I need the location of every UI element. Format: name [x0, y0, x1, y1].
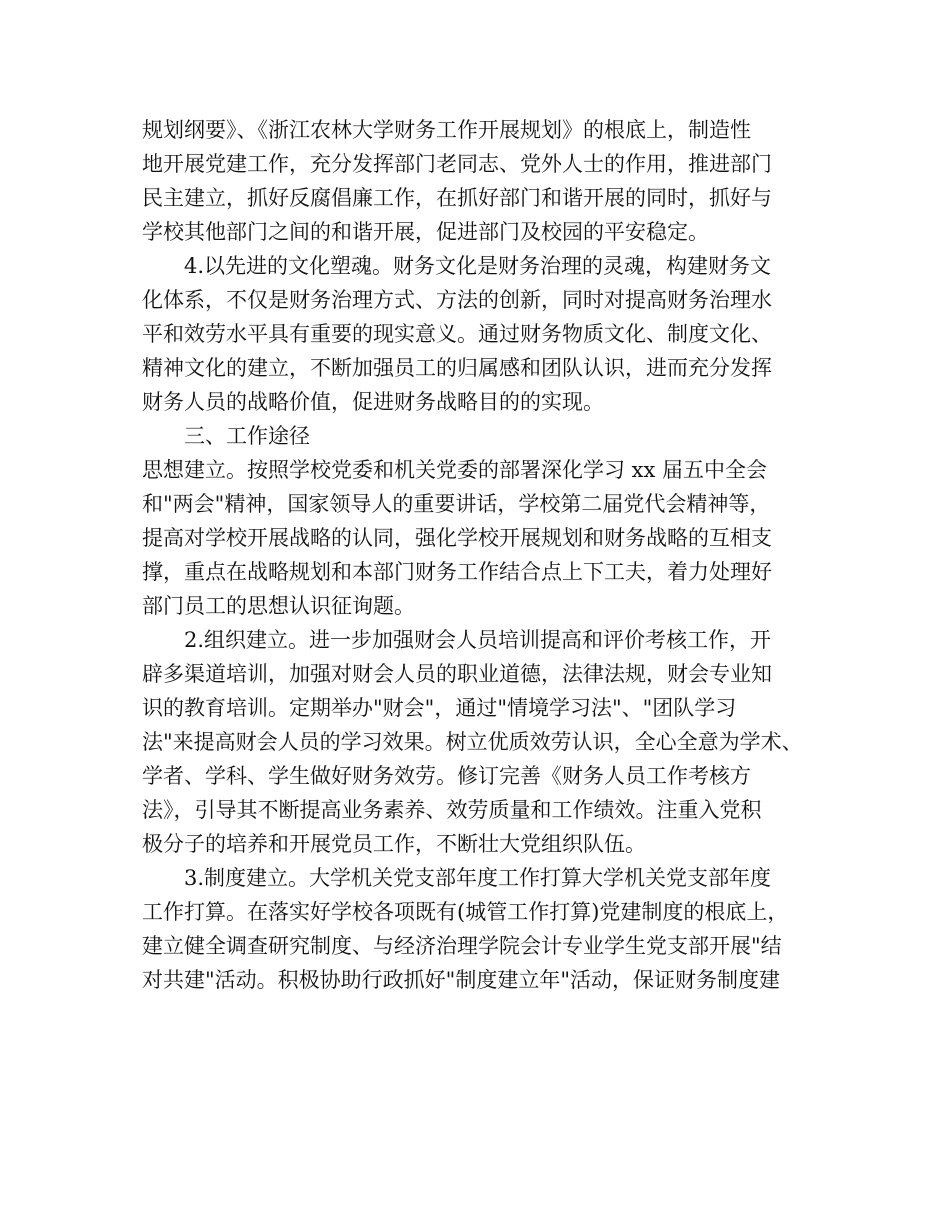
text-line: 部门员工的思想认识征询题。 — [142, 594, 415, 618]
text-line: 识的教育培训。定期举办"财会"，通过"情境学习法"、"团队学习 — [142, 696, 737, 720]
text-line: 化体系，不仅是财务治理方式、方法的创新，同时对提高财务治理水 — [142, 288, 772, 312]
text-line: 极分子的培养和开展党员工作，不断壮大党组织队伍。 — [142, 832, 646, 856]
section-heading: 三、工作途径 — [184, 424, 310, 448]
text-line: 精神文化的建立，不断加强员工的归属感和团队认识，进而充分发挥 — [142, 356, 772, 380]
text-line: 对共建"活动。积极协助行政抓好"制度建立年"活动，保证财务制度建 — [142, 968, 780, 992]
text-line: 提高对学校开展战略的认同，强化学校开展规划和财务战略的互相支 — [142, 526, 772, 550]
text-line: 法》，引导其不断提高业务素养、效劳质量和工作绩效。注重入党积 — [142, 798, 762, 822]
text-line: 平和效劳水平具有重要的现实意义。通过财务物质文化、制度文化、 — [142, 322, 772, 346]
paragraph-heading: 2.组织建立。进一步加强财会人员培训提高和评价考核工作，开 — [184, 628, 772, 652]
text-line: 学者、学科、学生做好财务效劳。修订完善《财务人员工作考核方 — [142, 764, 751, 788]
paragraph-heading: 4.以先进的文化塑魂。财务文化是财务治理的灵魂，构建财务文 — [184, 254, 772, 278]
text-line: 辟多渠道培训，加强对财会人员的职业道德，法律法规，财会专业知 — [142, 662, 772, 686]
text-line: 和"两会"精神，国家领导人的重要讲话，学校第二届党代会精神等， — [142, 492, 771, 516]
paragraph-heading: 3.制度建立。大学机关党支部年度工作打算大学机关党支部年度 — [184, 866, 772, 890]
text-line: 工作打算。在落实好学校各项既有(城管工作打算)党建制度的根底上， — [142, 900, 789, 924]
text-line: 建立健全调查研究制度、与经济治理学院会计专业学生党支部开展"结 — [142, 934, 782, 958]
text-line: 学校其他部门之间的和谐开展，促进部门及校园的平安稳定。 — [142, 220, 709, 244]
text-line: 规划纲要》、《浙江农林大学财务工作开展规划》的根底上，制造性 — [142, 118, 751, 142]
text-line: 法"来提高财会人员的学习效果。树立优质效劳认识，全心全意为学术、 — [142, 730, 803, 754]
text-line: 地开展党建工作，充分发挥部门老同志、党外人士的作用，推进部门 — [142, 152, 772, 176]
text-line: 财务人员的战略价值，促进财务战略目的的实现。 — [142, 390, 604, 414]
text-line: 民主建立，抓好反腐倡廉工作，在抓好部门和谐开展的同时，抓好与 — [142, 186, 772, 210]
text-line: 撑，重点在战略规划和本部门财务工作结合点上下工夫，着力处理好 — [142, 560, 772, 584]
paragraph-heading: 思想建立。按照学校党委和机关党委的部署深化学习 xx 届五中全会 — [142, 458, 768, 482]
